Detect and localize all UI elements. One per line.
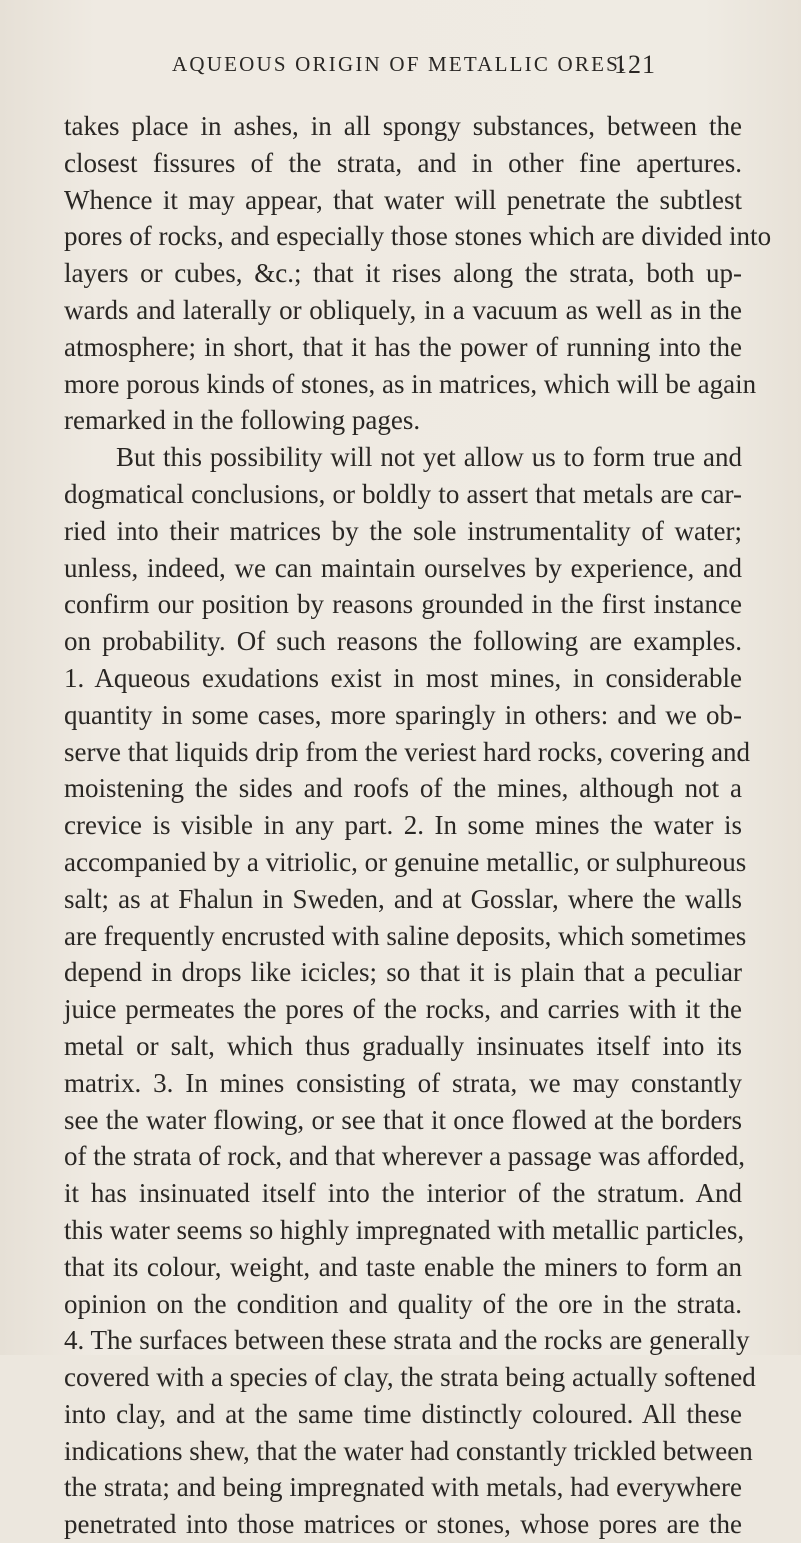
text-line: penetrated into those matrices or stones, whose pores are the (64, 1509, 742, 1540)
text-line: covered with a species of clay, the strata being actually softened (64, 1362, 756, 1393)
text-line: metal or salt, which thus gradually insinuates itself into its (64, 1030, 742, 1061)
text-line: on probability. Of such reasons the following are examples. (64, 626, 742, 657)
body-text (64, 108, 772, 1543)
text-line: opinion on the condition and quality of the ore in the strata. (64, 1288, 742, 1319)
text-line: that its colour, weight, and taste enable the miners to form an (64, 1251, 742, 1282)
text-line: wards and laterally or obliquely, in a vacuum as well as in the (64, 294, 742, 325)
text-line: accompanied by a vitriolic, or genuine metallic, or sulphureous (64, 846, 747, 877)
text-line: serve that liquids drip from the veriest hard rocks, covering and (64, 736, 751, 767)
text-line: this water seems so highly impregnated with metallic particles, (64, 1214, 745, 1245)
text-line: quantity in some cases, more sparingly in others: and we ob- (64, 699, 742, 730)
text-line: confirm our position by reasons grounded in the first instance (64, 589, 742, 620)
text-line: unless, indeed, we can maintain ourselves by experience, and (64, 552, 742, 583)
text-line: 4. The surfaces between these strata and the rocks are generally (64, 1325, 750, 1356)
text-line: matrix. 3. In mines consisting of strata, we may constantly (64, 1067, 742, 1098)
text-line: into clay, and at the same time distinctly coloured. All these (64, 1398, 742, 1429)
text-line: takes place in ashes, in all spongy substances, between the (64, 111, 742, 141)
text-line: ried into their matrices by the sole instrumentality of water; (64, 515, 742, 546)
page-number: 121 (614, 50, 656, 79)
text-line: atmosphere; in short, that it has the power of running into the (64, 331, 742, 362)
text-line: 1. Aqueous exudations exist in most mines, in considerable (64, 662, 742, 693)
text-line: remarked in the following pages. (64, 405, 421, 436)
page-header (0, 52, 801, 82)
text-line: juice permeates the pores of the rocks, and carries with it the (64, 994, 742, 1025)
text-line: moistening the sides and roofs of the mines, although not a (64, 773, 742, 804)
text-line: indications shew, that the water had constantly trickled between (64, 1435, 753, 1466)
text-line: salt; as at Fhalun in Sweden, and at Gosslar, where the walls (64, 883, 742, 914)
text-line: But this possibility will not yet allow us to form true and (116, 442, 742, 473)
text-line: are frequently encrusted with saline deposits, which sometimes (64, 920, 747, 951)
text-line: crevice is visible in any part. 2. In some mines the water is (64, 810, 742, 841)
text-line: depend in drops like icicles; so that it is plain that a peculiar (64, 957, 742, 988)
text-line: closest fissures of the strata, and in other fine apertures. (64, 147, 742, 178)
text-line: dogmatical conclusions, or boldly to assert that metals are car- (64, 478, 742, 509)
text-line: the strata; and being impregnated with metals, had everywhere (64, 1472, 742, 1503)
running-head: AQUEOUS ORIGIN OF METALLIC ORES. (172, 52, 628, 76)
text-line: more porous kinds of stones, as in matrices, which will be again (64, 368, 757, 399)
text-line: of the strata of rock, and that wherever a passage was afforded, (64, 1141, 745, 1172)
text-line: see the water flowing, or see that it once flowed at the borders (64, 1104, 742, 1135)
text-line: Whence it may appear, that water will penetrate the subtlest (64, 184, 742, 215)
text-line: layers or cubes, &c.; that it rises along the strata, both up- (64, 258, 742, 289)
text-line: it has insinuated itself into the interior of the stratum. And (64, 1178, 742, 1209)
text-line: pores of rocks, and especially those stones which are divided into (64, 221, 772, 252)
